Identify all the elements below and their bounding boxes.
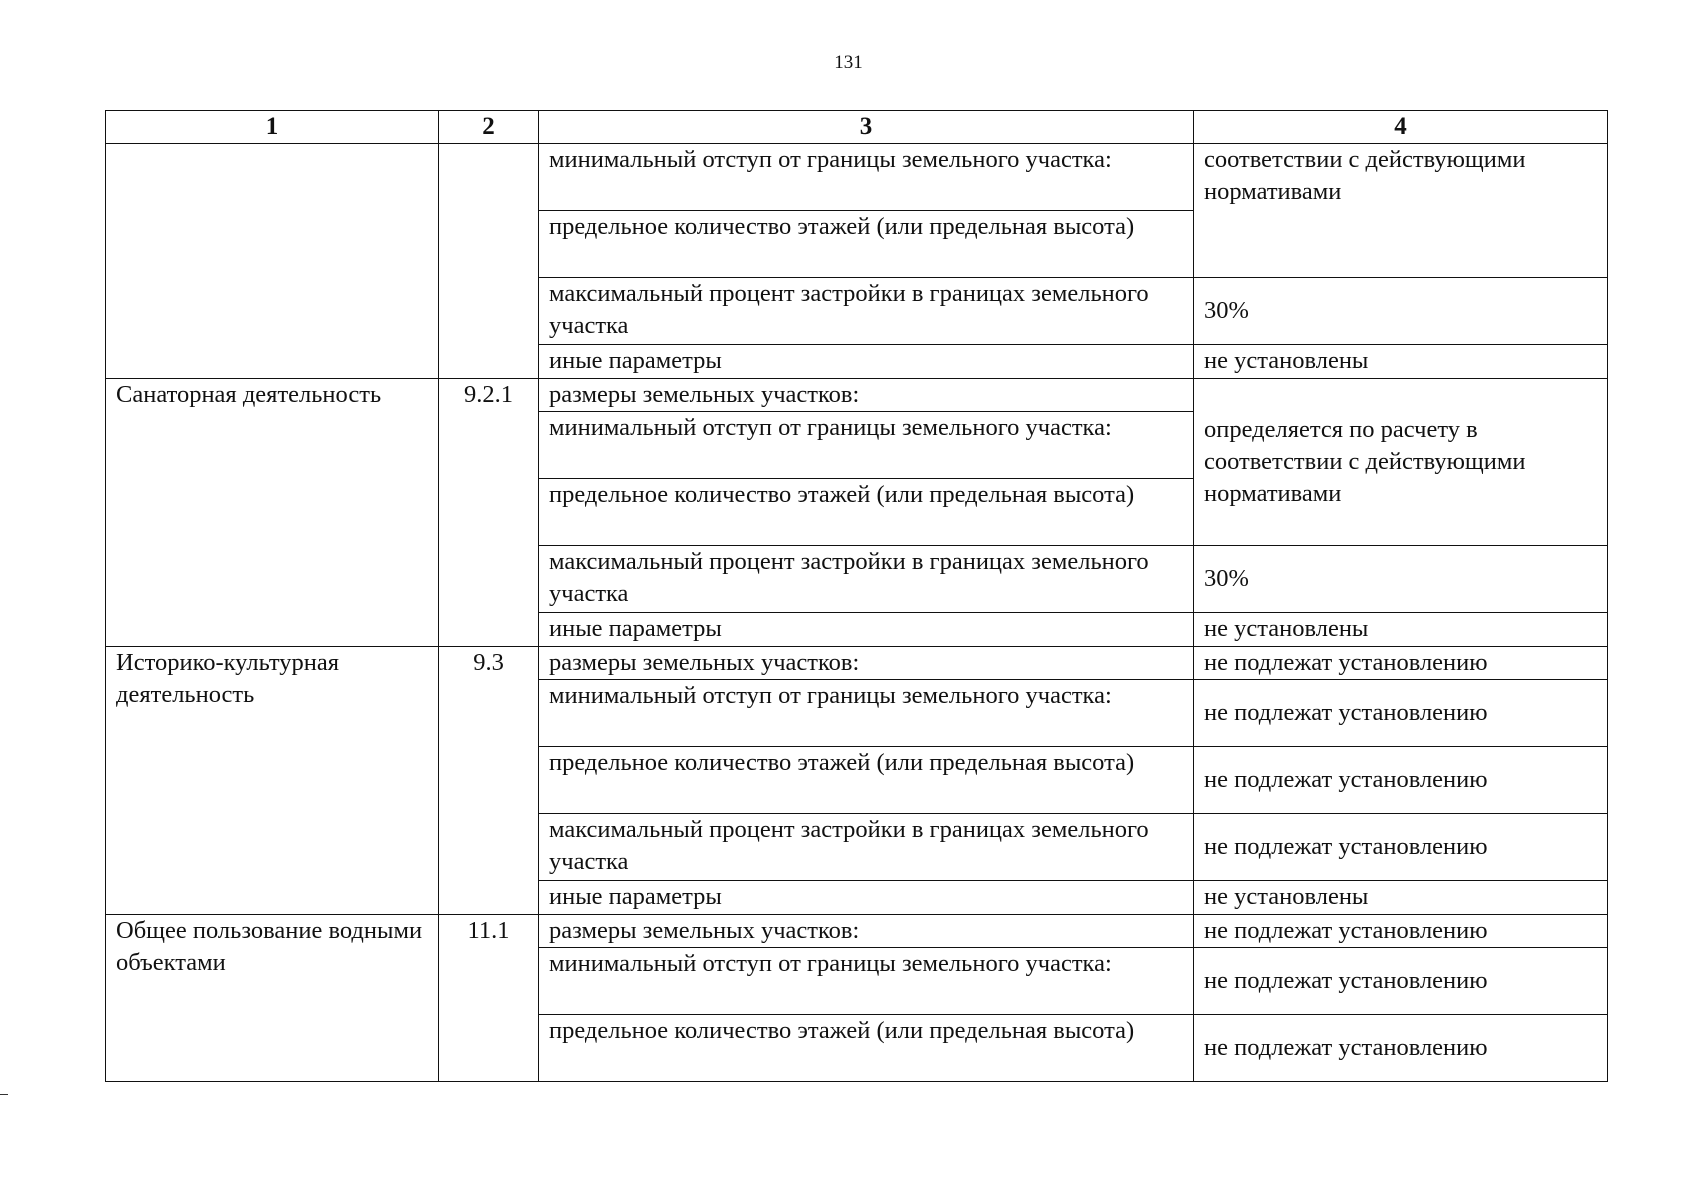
table-row bbox=[106, 646, 1608, 680]
parameter-cell: предельное количество этажей (или предельная высота) bbox=[539, 479, 1194, 546]
parameter-cell: предельное количество этажей (или предельная высота) bbox=[539, 211, 1194, 278]
table-header-row bbox=[106, 111, 1608, 144]
parameter-cell: иные параметры bbox=[539, 345, 1194, 379]
use-type-cell: Общее пользование водными объектами bbox=[106, 914, 439, 1082]
parameter-cell: максимальный процент застройки в границах земельного участка bbox=[539, 546, 1194, 613]
parameter-cell: минимальный отступ от границы земельного участка: bbox=[539, 948, 1194, 1015]
value-cell: не подлежат установлению bbox=[1194, 1015, 1608, 1082]
parameter-cell: минимальный отступ от границы земельного участка: bbox=[539, 144, 1194, 211]
value-cell: не подлежат установлению bbox=[1194, 680, 1608, 747]
scan-edge-mark bbox=[0, 1094, 8, 1095]
value-cell: не установлены bbox=[1194, 345, 1608, 379]
column-header-2: 2 bbox=[439, 111, 539, 144]
value-cell: не подлежат установлению bbox=[1194, 646, 1608, 680]
parameter-cell: максимальный процент застройки в границах земельного участка bbox=[539, 278, 1194, 345]
parameter-cell: максимальный процент застройки в границах земельного участка bbox=[539, 814, 1194, 881]
value-cell: соответствии с действующими нормативами bbox=[1194, 144, 1608, 278]
use-type-cell bbox=[106, 144, 439, 379]
value-cell: не подлежат установлению bbox=[1194, 814, 1608, 881]
use-code-cell: 11.1 bbox=[439, 914, 539, 1082]
parameter-cell: минимальный отступ от границы земельного участка: bbox=[539, 412, 1194, 479]
value-cell: 30% bbox=[1194, 278, 1608, 345]
column-header-3: 3 bbox=[539, 111, 1194, 144]
value-cell: не установлены bbox=[1194, 613, 1608, 647]
use-code-cell: 9.2.1 bbox=[439, 378, 539, 646]
value-cell: не подлежат установлению bbox=[1194, 948, 1608, 1015]
value-cell: 30% bbox=[1194, 546, 1608, 613]
use-type-cell: Санаторная деятельность bbox=[106, 378, 439, 646]
use-type-cell: Историко-культурная деятельность bbox=[106, 646, 439, 914]
table-row bbox=[106, 378, 1608, 412]
parameter-cell: предельное количество этажей (или предельная высота) bbox=[539, 1015, 1194, 1082]
table-row bbox=[106, 914, 1608, 948]
use-code-cell: 9.3 bbox=[439, 646, 539, 914]
parameter-cell: размеры земельных участков: bbox=[539, 646, 1194, 680]
parameter-cell: иные параметры bbox=[539, 881, 1194, 915]
column-header-1: 1 bbox=[106, 111, 439, 144]
table-row bbox=[106, 144, 1608, 211]
value-cell: определяется по расчету в соответствии с действующими нормативами bbox=[1194, 378, 1608, 546]
parameter-cell: предельное количество этажей (или предельная высота) bbox=[539, 747, 1194, 814]
parameter-cell: минимальный отступ от границы земельного участка: bbox=[539, 680, 1194, 747]
value-cell: не установлены bbox=[1194, 881, 1608, 915]
value-cell: не подлежат установлению bbox=[1194, 914, 1608, 948]
page-number: 131 bbox=[834, 52, 863, 73]
parameter-cell: размеры земельных участков: bbox=[539, 914, 1194, 948]
zoning-parameters-table bbox=[105, 110, 1608, 1082]
parameter-cell: иные параметры bbox=[539, 613, 1194, 647]
use-code-cell bbox=[439, 144, 539, 379]
value-cell: не подлежат установлению bbox=[1194, 747, 1608, 814]
parameter-cell: размеры земельных участков: bbox=[539, 378, 1194, 412]
column-header-4: 4 bbox=[1194, 111, 1608, 144]
